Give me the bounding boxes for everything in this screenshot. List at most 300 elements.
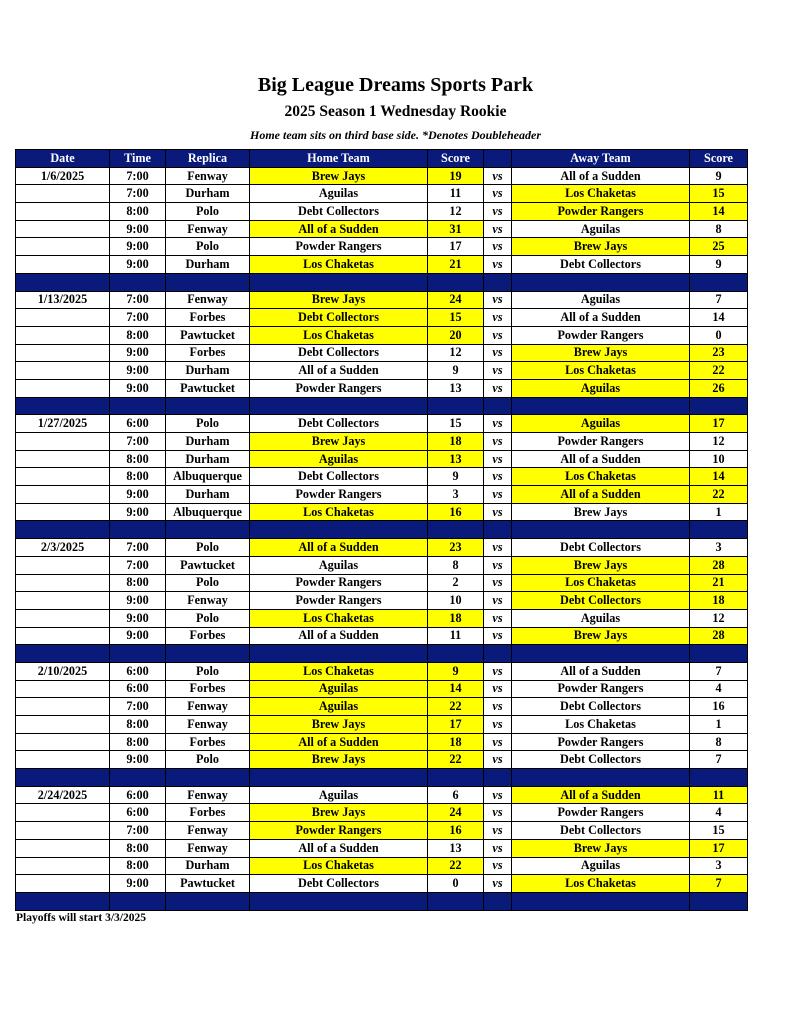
replica-cell: Durham: [166, 256, 250, 274]
home-team-cell: Debt Collectors: [250, 875, 428, 893]
time-cell: 9:00: [110, 627, 166, 645]
table-row: [16, 839, 748, 857]
home-team-cell: Aguilas: [250, 450, 428, 468]
time-cell: 6:00: [110, 804, 166, 822]
home-score-cell: 16: [428, 503, 484, 521]
table-row: [16, 220, 748, 238]
home-score-cell: 9: [428, 468, 484, 486]
replica-cell: Fenway: [166, 786, 250, 804]
home-score-cell: 17: [428, 238, 484, 256]
home-team-cell: Aguilas: [250, 786, 428, 804]
home-team-cell: Aguilas: [250, 185, 428, 203]
away-team-cell: Los Chaketas: [512, 185, 690, 203]
away-score-cell: 22: [690, 362, 748, 380]
away-team-cell: All of a Sudden: [512, 786, 690, 804]
home-team-cell: Los Chaketas: [250, 609, 428, 627]
replica-cell: Forbes: [166, 733, 250, 751]
table-row: [16, 185, 748, 203]
time-cell: 7:00: [110, 291, 166, 309]
date-cell: 2/24/2025: [16, 786, 110, 804]
vs-cell: vs: [484, 468, 512, 486]
date-cell: [16, 804, 110, 822]
away-team-cell: Debt Collectors: [512, 751, 690, 769]
home-score-cell: 3: [428, 486, 484, 504]
time-cell: 9:00: [110, 609, 166, 627]
away-team-cell: Aguilas: [512, 220, 690, 238]
separator-cell: [690, 892, 748, 910]
table-row: [16, 486, 748, 504]
table-row: [16, 415, 748, 433]
separator-cell: [16, 521, 110, 539]
home-score-cell: 9: [428, 662, 484, 680]
separator-cell: [690, 521, 748, 539]
replica-cell: Polo: [166, 609, 250, 627]
home-team-cell: Brew Jays: [250, 751, 428, 769]
time-cell: 6:00: [110, 662, 166, 680]
separator-cell: [250, 645, 428, 663]
home-score-cell: 2: [428, 574, 484, 592]
table-row: [16, 344, 748, 362]
home-team-cell: Powder Rangers: [250, 822, 428, 840]
replica-cell: Durham: [166, 433, 250, 451]
time-cell: 8:00: [110, 857, 166, 875]
replica-cell: Pawtucket: [166, 875, 250, 893]
away-team-cell: Powder Rangers: [512, 804, 690, 822]
home-team-cell: Aguilas: [250, 698, 428, 716]
date-cell: [16, 203, 110, 221]
table-row: [16, 450, 748, 468]
replica-cell: Forbes: [166, 344, 250, 362]
home-score-cell: 22: [428, 857, 484, 875]
separator-cell: [250, 273, 428, 291]
away-score-cell: 7: [690, 875, 748, 893]
away-team-cell: Aguilas: [512, 291, 690, 309]
separator-cell: [16, 397, 110, 415]
col-header-date: Date: [16, 150, 110, 168]
time-cell: 9:00: [110, 379, 166, 397]
table-header-row: [16, 150, 748, 168]
date-cell: [16, 627, 110, 645]
separator-cell: [512, 397, 690, 415]
table-row: [16, 238, 748, 256]
separator-cell: [428, 397, 484, 415]
week-separator-row: [16, 397, 748, 415]
away-team-cell: Powder Rangers: [512, 733, 690, 751]
separator-cell: [690, 645, 748, 663]
time-cell: 8:00: [110, 468, 166, 486]
home-team-cell: All of a Sudden: [250, 627, 428, 645]
time-cell: 9:00: [110, 220, 166, 238]
separator-cell: [250, 769, 428, 787]
col-header-home-score: Score: [428, 150, 484, 168]
away-team-cell: Los Chaketas: [512, 875, 690, 893]
away-score-cell: 8: [690, 733, 748, 751]
home-score-cell: 9: [428, 362, 484, 380]
replica-cell: Fenway: [166, 592, 250, 610]
table-row: [16, 556, 748, 574]
home-score-cell: 18: [428, 733, 484, 751]
date-cell: [16, 556, 110, 574]
home-score-cell: 22: [428, 698, 484, 716]
vs-cell: vs: [484, 256, 512, 274]
vs-cell: vs: [484, 238, 512, 256]
replica-cell: Polo: [166, 574, 250, 592]
replica-cell: Polo: [166, 415, 250, 433]
table-row: [16, 326, 748, 344]
replica-cell: Fenway: [166, 839, 250, 857]
table-row: [16, 609, 748, 627]
away-team-cell: Debt Collectors: [512, 592, 690, 610]
away-team-cell: Los Chaketas: [512, 716, 690, 734]
separator-cell: [166, 645, 250, 663]
separator-cell: [166, 892, 250, 910]
date-cell: [16, 698, 110, 716]
table-row: [16, 822, 748, 840]
away-score-cell: 9: [690, 167, 748, 185]
time-cell: 8:00: [110, 450, 166, 468]
vs-cell: vs: [484, 839, 512, 857]
separator-cell: [16, 645, 110, 663]
away-score-cell: 1: [690, 503, 748, 521]
col-header-home-team: Home Team: [250, 150, 428, 168]
table-row: [16, 362, 748, 380]
vs-cell: vs: [484, 609, 512, 627]
home-team-cell: Los Chaketas: [250, 256, 428, 274]
away-score-cell: 3: [690, 539, 748, 557]
date-cell: 1/13/2025: [16, 291, 110, 309]
separator-cell: [250, 892, 428, 910]
replica-cell: Forbes: [166, 627, 250, 645]
time-cell: 8:00: [110, 574, 166, 592]
away-team-cell: All of a Sudden: [512, 450, 690, 468]
replica-cell: Fenway: [166, 220, 250, 238]
away-team-cell: Brew Jays: [512, 556, 690, 574]
replica-cell: Pawtucket: [166, 556, 250, 574]
table-row: [16, 539, 748, 557]
page-title: Big League Dreams Sports Park: [257, 74, 534, 96]
separator-cell: [110, 521, 166, 539]
vs-cell: vs: [484, 450, 512, 468]
away-team-cell: Debt Collectors: [512, 539, 690, 557]
home-score-cell: 31: [428, 220, 484, 238]
vs-cell: vs: [484, 539, 512, 557]
home-score-cell: 21: [428, 256, 484, 274]
away-score-cell: 17: [690, 415, 748, 433]
away-team-cell: Powder Rangers: [512, 680, 690, 698]
replica-cell: Forbes: [166, 680, 250, 698]
replica-cell: Pawtucket: [166, 379, 250, 397]
date-cell: [16, 733, 110, 751]
table-row: [16, 680, 748, 698]
table-row: [16, 592, 748, 610]
away-team-cell: All of a Sudden: [512, 662, 690, 680]
home-team-cell: Aguilas: [250, 556, 428, 574]
home-team-cell: Powder Rangers: [250, 486, 428, 504]
table-row: [16, 857, 748, 875]
separator-cell: [166, 521, 250, 539]
date-cell: [16, 238, 110, 256]
away-team-cell: All of a Sudden: [512, 167, 690, 185]
vs-cell: vs: [484, 415, 512, 433]
home-score-cell: 12: [428, 344, 484, 362]
separator-cell: [428, 273, 484, 291]
home-score-cell: 12: [428, 203, 484, 221]
home-team-cell: Debt Collectors: [250, 344, 428, 362]
replica-cell: Fenway: [166, 698, 250, 716]
away-team-cell: Aguilas: [512, 609, 690, 627]
date-cell: 1/27/2025: [16, 415, 110, 433]
col-header-time: Time: [110, 150, 166, 168]
away-score-cell: 14: [690, 468, 748, 486]
replica-cell: Forbes: [166, 309, 250, 327]
home-score-cell: 16: [428, 822, 484, 840]
replica-cell: Durham: [166, 857, 250, 875]
col-header-away-team: Away Team: [512, 150, 690, 168]
table-row: [16, 627, 748, 645]
away-score-cell: 16: [690, 698, 748, 716]
date-cell: [16, 362, 110, 380]
time-cell: 9:00: [110, 486, 166, 504]
away-score-cell: 3: [690, 857, 748, 875]
time-cell: 9:00: [110, 592, 166, 610]
away-score-cell: 23: [690, 344, 748, 362]
home-team-cell: Brew Jays: [250, 804, 428, 822]
away-team-cell: Los Chaketas: [512, 362, 690, 380]
vs-cell: vs: [484, 716, 512, 734]
away-score-cell: 7: [690, 751, 748, 769]
vs-cell: vs: [484, 822, 512, 840]
away-team-cell: Brew Jays: [512, 839, 690, 857]
col-header-vs: [484, 150, 512, 168]
replica-cell: Forbes: [166, 804, 250, 822]
playoffs-note: Playoffs will start 3/3/2025: [16, 912, 146, 924]
home-team-cell: Debt Collectors: [250, 309, 428, 327]
replica-cell: Pawtucket: [166, 326, 250, 344]
time-cell: 9:00: [110, 256, 166, 274]
vs-cell: vs: [484, 804, 512, 822]
time-cell: 8:00: [110, 203, 166, 221]
col-header-replica: Replica: [166, 150, 250, 168]
replica-cell: Polo: [166, 238, 250, 256]
away-team-cell: Debt Collectors: [512, 698, 690, 716]
table-row: [16, 875, 748, 893]
time-cell: 9:00: [110, 751, 166, 769]
table-row: [16, 804, 748, 822]
away-team-cell: Aguilas: [512, 415, 690, 433]
date-cell: [16, 680, 110, 698]
home-score-cell: 17: [428, 716, 484, 734]
replica-cell: Fenway: [166, 716, 250, 734]
away-score-cell: 12: [690, 433, 748, 451]
home-team-cell: All of a Sudden: [250, 733, 428, 751]
home-score-cell: 0: [428, 875, 484, 893]
home-score-cell: 8: [428, 556, 484, 574]
home-score-cell: 13: [428, 379, 484, 397]
separator-cell: [690, 397, 748, 415]
time-cell: 9:00: [110, 362, 166, 380]
home-score-cell: 6: [428, 786, 484, 804]
separator-cell: [110, 892, 166, 910]
date-cell: [16, 256, 110, 274]
table-row: [16, 574, 748, 592]
separator-cell: [428, 645, 484, 663]
away-score-cell: 28: [690, 556, 748, 574]
home-team-cell: All of a Sudden: [250, 362, 428, 380]
date-cell: [16, 309, 110, 327]
vs-cell: vs: [484, 309, 512, 327]
home-score-cell: 14: [428, 680, 484, 698]
replica-cell: Polo: [166, 203, 250, 221]
home-team-cell: Brew Jays: [250, 167, 428, 185]
time-cell: 8:00: [110, 733, 166, 751]
vs-cell: vs: [484, 627, 512, 645]
away-score-cell: 14: [690, 309, 748, 327]
date-cell: 1/6/2025: [16, 167, 110, 185]
table-row: [16, 256, 748, 274]
table-row: [16, 167, 748, 185]
table-row: [16, 309, 748, 327]
date-cell: [16, 716, 110, 734]
date-cell: [16, 609, 110, 627]
away-score-cell: 7: [690, 291, 748, 309]
table-row: [16, 291, 748, 309]
table-row: [16, 698, 748, 716]
separator-cell: [690, 273, 748, 291]
away-team-cell: Aguilas: [512, 379, 690, 397]
time-cell: 9:00: [110, 238, 166, 256]
separator-cell: [484, 769, 512, 787]
away-team-cell: Debt Collectors: [512, 822, 690, 840]
time-cell: 7:00: [110, 433, 166, 451]
replica-cell: Durham: [166, 185, 250, 203]
separator-cell: [166, 397, 250, 415]
separator-cell: [484, 521, 512, 539]
date-cell: [16, 857, 110, 875]
date-cell: [16, 433, 110, 451]
vs-cell: vs: [484, 733, 512, 751]
home-score-cell: 15: [428, 415, 484, 433]
schedule-body: [16, 167, 748, 910]
home-team-cell: All of a Sudden: [250, 539, 428, 557]
vs-cell: vs: [484, 751, 512, 769]
vs-cell: vs: [484, 574, 512, 592]
week-separator-row: [16, 892, 748, 910]
col-header-away-score: Score: [690, 150, 748, 168]
home-team-cell: Brew Jays: [250, 433, 428, 451]
vs-cell: vs: [484, 662, 512, 680]
date-cell: [16, 503, 110, 521]
replica-cell: Durham: [166, 450, 250, 468]
vs-cell: vs: [484, 167, 512, 185]
vs-cell: vs: [484, 592, 512, 610]
home-score-cell: 24: [428, 291, 484, 309]
home-team-cell: Powder Rangers: [250, 379, 428, 397]
home-score-cell: 20: [428, 326, 484, 344]
vs-cell: vs: [484, 556, 512, 574]
home-team-cell: Powder Rangers: [250, 574, 428, 592]
week-separator-row: [16, 645, 748, 663]
date-cell: [16, 592, 110, 610]
away-score-cell: 9: [690, 256, 748, 274]
table-row: [16, 468, 748, 486]
time-cell: 7:00: [110, 822, 166, 840]
vs-cell: vs: [484, 220, 512, 238]
away-team-cell: Powder Rangers: [512, 203, 690, 221]
date-cell: [16, 839, 110, 857]
away-score-cell: 4: [690, 804, 748, 822]
vs-cell: vs: [484, 875, 512, 893]
replica-cell: Durham: [166, 362, 250, 380]
date-cell: [16, 822, 110, 840]
away-score-cell: 0: [690, 326, 748, 344]
table-row: [16, 203, 748, 221]
table-row: [16, 751, 748, 769]
replica-cell: Fenway: [166, 291, 250, 309]
table-row: [16, 786, 748, 804]
away-score-cell: 15: [690, 185, 748, 203]
date-cell: [16, 450, 110, 468]
replica-cell: Polo: [166, 539, 250, 557]
away-team-cell: Brew Jays: [512, 344, 690, 362]
date-cell: [16, 185, 110, 203]
replica-cell: Durham: [166, 486, 250, 504]
separator-cell: [512, 769, 690, 787]
separator-cell: [16, 769, 110, 787]
vs-cell: vs: [484, 185, 512, 203]
vs-cell: vs: [484, 344, 512, 362]
page-subtitle: 2025 Season 1 Wednesday Rookie: [284, 103, 507, 120]
schedule-table: [15, 149, 748, 911]
time-cell: 7:00: [110, 556, 166, 574]
time-cell: 7:00: [110, 185, 166, 203]
date-cell: [16, 326, 110, 344]
away-score-cell: 26: [690, 379, 748, 397]
vs-cell: vs: [484, 503, 512, 521]
separator-cell: [484, 397, 512, 415]
date-cell: [16, 875, 110, 893]
away-team-cell: Powder Rangers: [512, 433, 690, 451]
home-team-cell: All of a Sudden: [250, 220, 428, 238]
away-score-cell: 7: [690, 662, 748, 680]
home-team-cell: Powder Rangers: [250, 238, 428, 256]
vs-cell: vs: [484, 786, 512, 804]
vs-cell: vs: [484, 326, 512, 344]
separator-cell: [110, 769, 166, 787]
separator-cell: [250, 521, 428, 539]
home-team-cell: Los Chaketas: [250, 662, 428, 680]
date-cell: [16, 486, 110, 504]
home-team-cell: Brew Jays: [250, 291, 428, 309]
vs-cell: vs: [484, 433, 512, 451]
separator-cell: [110, 397, 166, 415]
table-row: [16, 662, 748, 680]
vs-cell: vs: [484, 291, 512, 309]
separator-cell: [690, 769, 748, 787]
home-score-cell: 22: [428, 751, 484, 769]
vs-cell: vs: [484, 362, 512, 380]
time-cell: 7:00: [110, 698, 166, 716]
week-separator-row: [16, 521, 748, 539]
home-team-cell: Los Chaketas: [250, 326, 428, 344]
table-row: [16, 433, 748, 451]
away-team-cell: Los Chaketas: [512, 574, 690, 592]
away-score-cell: 17: [690, 839, 748, 857]
away-score-cell: 4: [690, 680, 748, 698]
home-team-cell: Powder Rangers: [250, 592, 428, 610]
separator-cell: [484, 273, 512, 291]
away-score-cell: 18: [690, 592, 748, 610]
away-score-cell: 15: [690, 822, 748, 840]
